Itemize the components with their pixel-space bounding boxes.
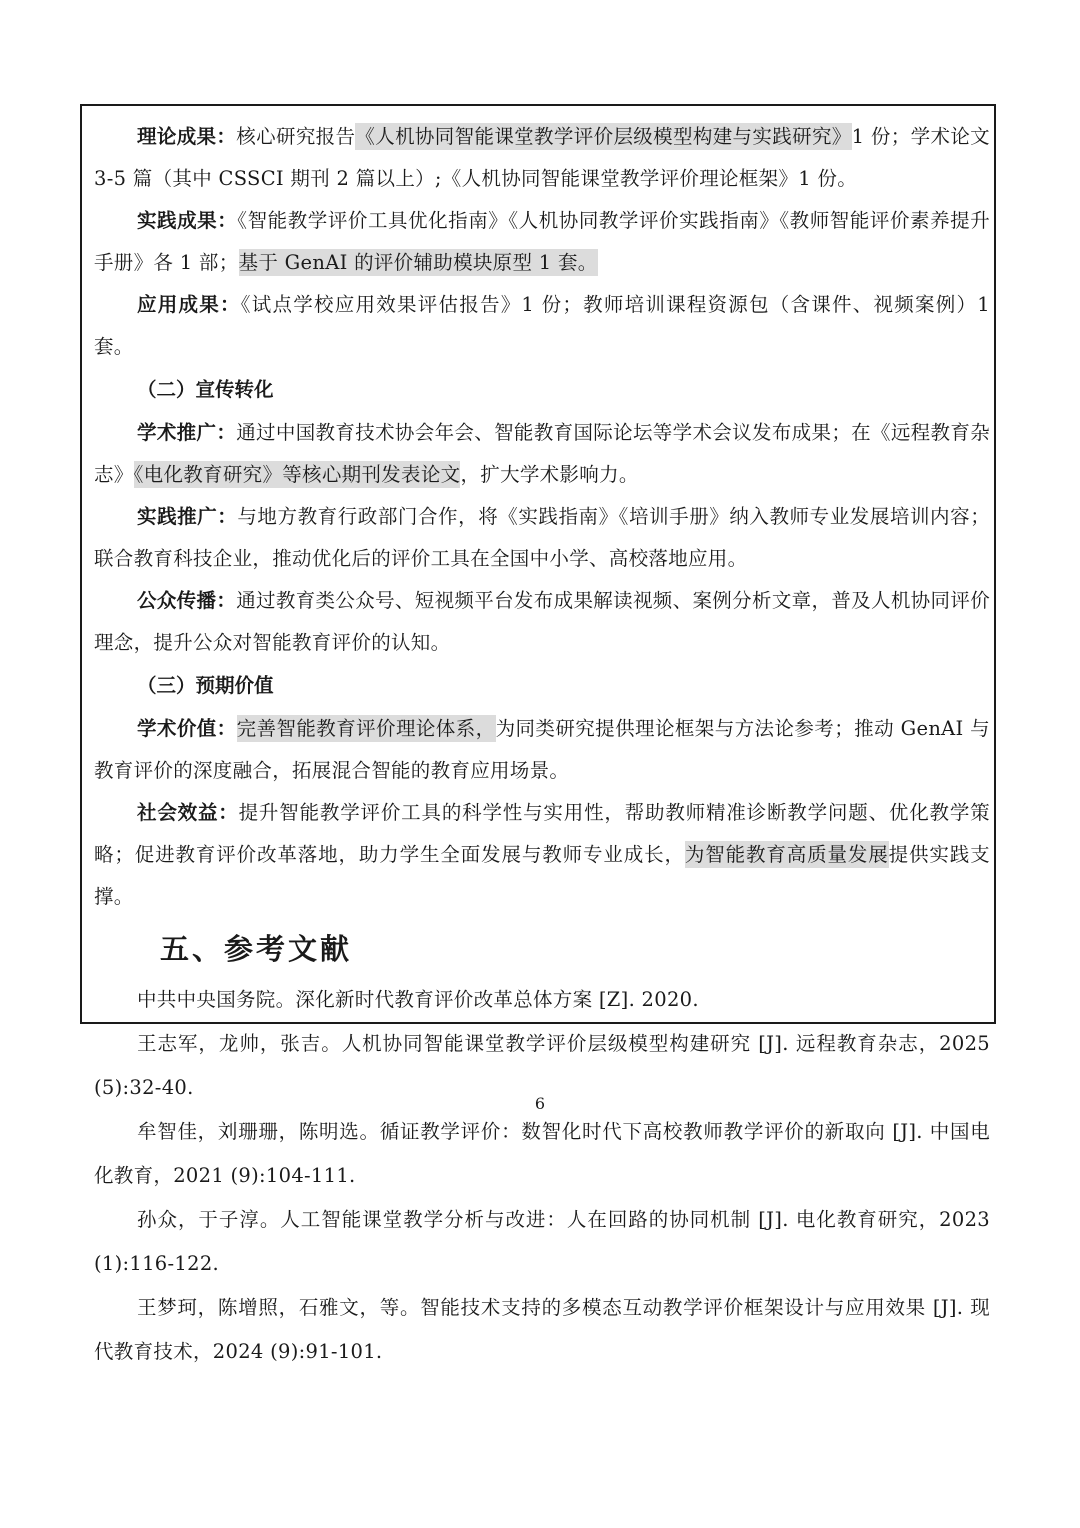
academic-value-paragraph: [94, 708, 990, 792]
theory-outcome-highlight: 《人机协同智能课堂教学评价层级模型构建与实践研究》: [355, 125, 852, 148]
practice-outcome-paragraph: [94, 200, 990, 284]
academic-promotion-highlight: 《电化教育研究》等核心期刊发表论文: [133, 463, 461, 486]
social-value-paragraph: [94, 792, 990, 918]
application-outcome-label: 应用成果：: [137, 293, 241, 316]
theory-outcome-paragraph: [94, 116, 990, 200]
page-number: 6: [534, 1094, 546, 1113]
social-value-text-1: 提升智能教学评价工具的科学性与实用性，帮助教师精准诊断教学问题、优化教学策略；促进教育评价改革落地，助力学生全面发展与教师专业成长，: [94, 801, 990, 866]
reference-item: 中共中央国务院。深化新时代教育评价改革总体方案 [Z]. 2020.: [137, 988, 699, 1011]
content-frame: [80, 104, 996, 1363]
practice-outcome-highlight: 基于 GenAI 的评价辅助模块原型 1 套。: [238, 251, 598, 274]
practice-promotion-text: 与地方教育行政部门合作，将《实践指南》《培训手册》纳入教师专业发展培训内容；联合教育科技企业，推动优化后的评价工具在全国中小学、高校落地应用。: [94, 505, 990, 570]
content-body: [94, 116, 990, 1374]
application-outcome-paragraph: [94, 284, 990, 368]
academic-promotion-paragraph: [94, 412, 990, 496]
practice-promotion-label: 实践推广：: [137, 505, 238, 528]
public-promotion-label: 公众传播：: [137, 589, 237, 612]
reference-item: 牟智佳，刘珊珊，陈明选。循证教学评价：数智化时代下高校教师教学评价的新取向 [J]. 中国电化教育，2021 (9):104-111.: [94, 1120, 990, 1187]
academic-value-text: 为同类研究提供理论框架与方法论参考；推动 GenAI 与教育评价的深度融合，拓展混合智能的教育应用场景。: [94, 717, 990, 782]
application-outcome-text: 《试点学校应用效果评估报告》1 份；教师培训课程资源包（含课件、视频案例）1 套。: [94, 293, 990, 358]
promotion-heading: （二）宣传转化: [137, 378, 274, 401]
social-value-highlight: 为智能教育高质量发展: [684, 843, 889, 866]
public-promotion-text: 通过教育类公众号、短视频平台发布成果解读视频、案例分析文章，普及人机协同评价理念，提升公众对智能教育评价的认知。: [94, 589, 990, 654]
theory-outcome-text-2: 1 份；学术论文 3-5 篇（其中 CSSCI 期刊 2 篇以上）;《人机协同智能课堂教学评价理论框架》1 份。: [94, 125, 990, 190]
academic-value-label: 学术价值：: [137, 717, 237, 740]
practice-promotion-paragraph: [94, 496, 990, 580]
value-heading: （三）预期价值: [137, 674, 274, 697]
academic-value-highlight: 完善智能教育评价理论体系，: [236, 717, 496, 740]
references-heading: 五、参考文献: [160, 932, 353, 966]
reference-item: 孙众，于子淳。人工智能课堂教学分析与改进：人在回路的协同机制 [J]. 电化教育研究，2023 (1):116-122.: [94, 1208, 990, 1275]
academic-promotion-text-2: ，扩大学术影响力。: [460, 463, 639, 486]
reference-item: 王梦珂，陈增照，石雅文，等。智能技术支持的多模态互动教学评价框架设计与应用效果 [J]. 现代教育技术，2024 (9):91-101.: [94, 1296, 990, 1363]
practice-outcome-label: 实践成果：: [137, 209, 238, 232]
academic-promotion-label: 学术推广：: [137, 421, 237, 444]
public-promotion-paragraph: [94, 580, 990, 664]
academic-promotion-text-1: 通过中国教育技术协会年会、智能教育国际论坛等学术会议发布成果；在《远程教育杂志》: [94, 421, 990, 486]
social-value-text-2: 提供实践支撑。: [94, 843, 990, 908]
theory-outcome-label: 理论成果：: [137, 125, 237, 148]
reference-item: 王志军，龙帅，张吉。人机协同智能课堂教学评价层级模型构建研究 [J]. 远程教育杂志，2025 (5):32-40.: [94, 1032, 990, 1099]
theory-outcome-text-1: 核心研究报告: [236, 125, 356, 148]
social-value-label: 社会效益：: [137, 801, 239, 824]
practice-outcome-text: 《智能教学评价工具优化指南》《人机协同教学评价实践指南》《教师智能评价素养提升手册》各 1 部；: [94, 209, 990, 274]
